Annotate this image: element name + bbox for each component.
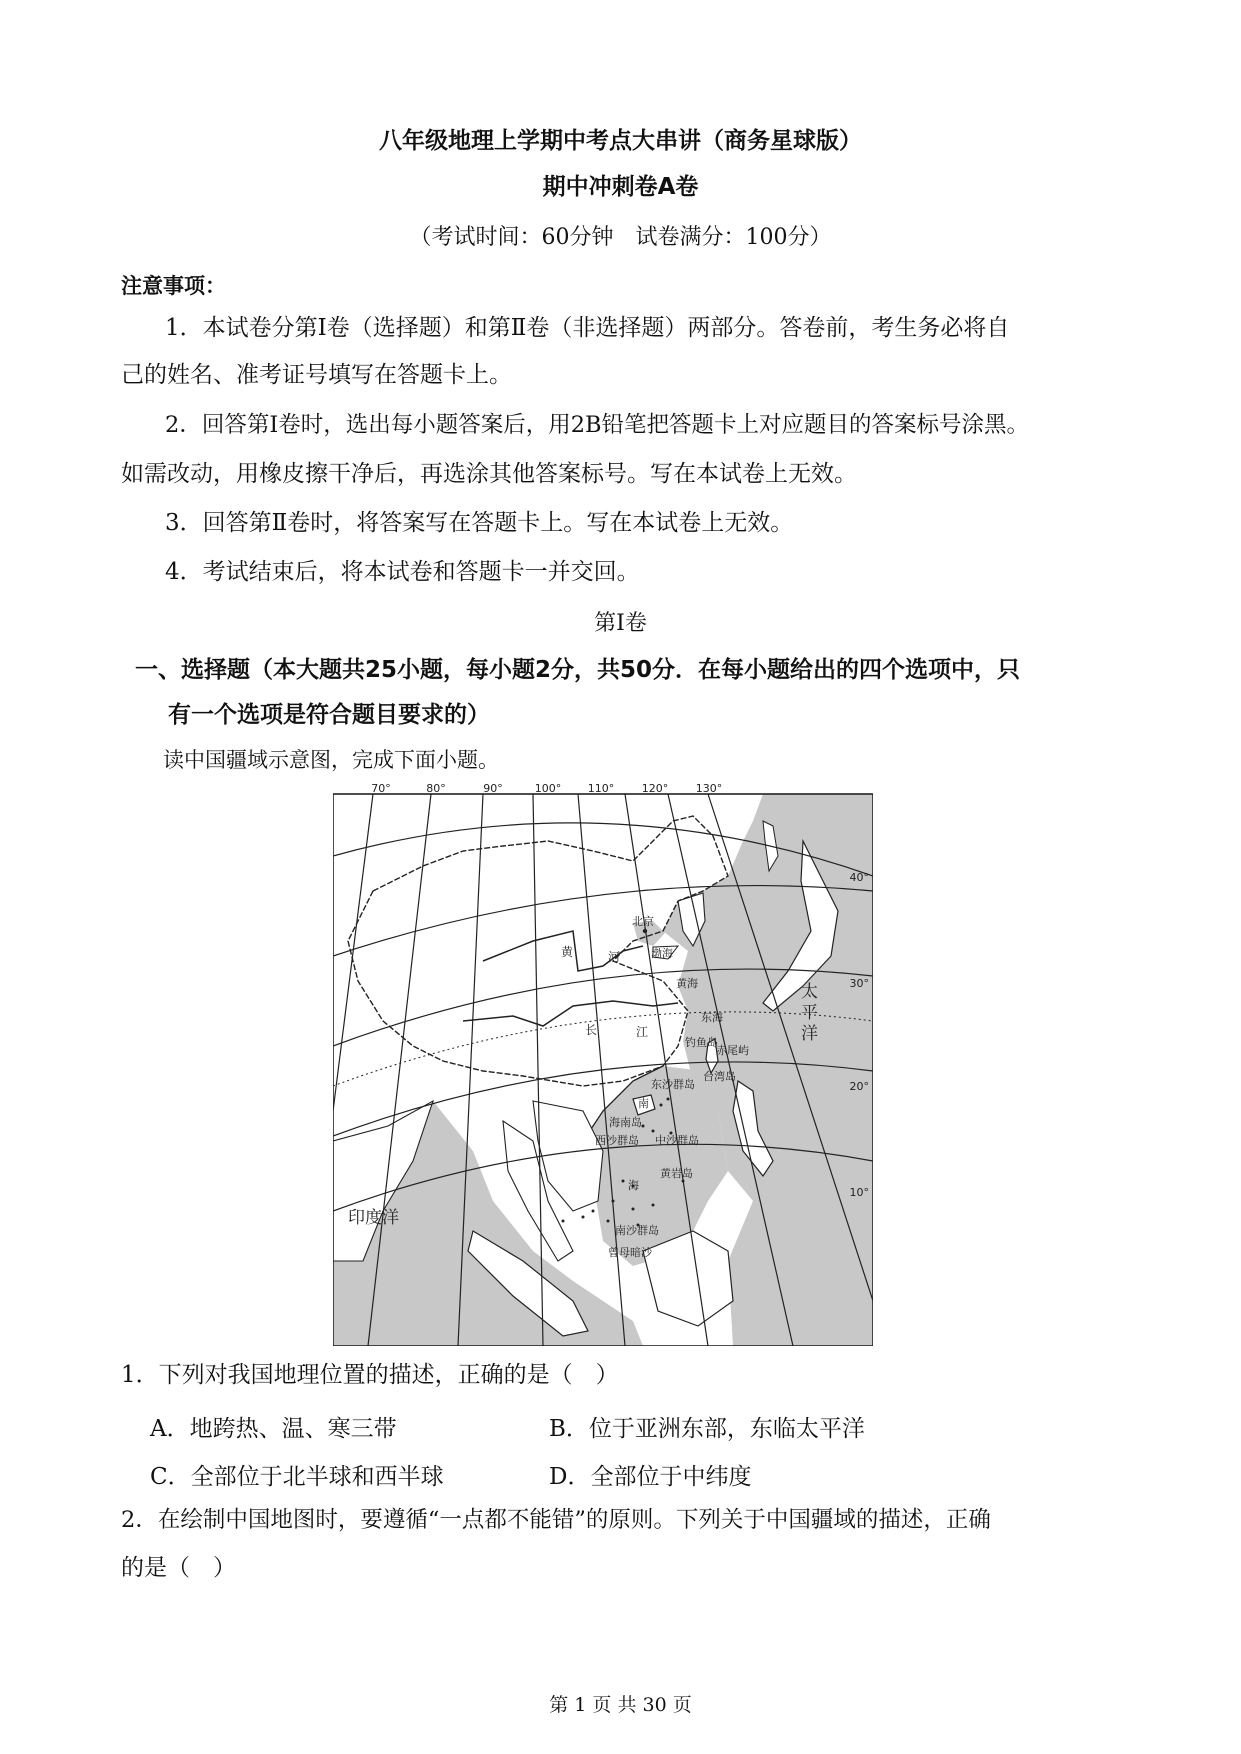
label-taiwandao: 台湾岛 xyxy=(703,1070,736,1083)
exam-info: （考试时间：60分钟 试卷满分：100分） xyxy=(409,225,832,250)
page-title: 八年级地理上学期中考点大串讲（商务星球版） xyxy=(379,128,862,154)
question-1-option-c[interactable]: C．全部位于北半球和西半球 xyxy=(150,1464,444,1490)
label-zhongsha: 中沙群岛 xyxy=(655,1134,699,1147)
label-hainandao: 海南岛 xyxy=(609,1116,642,1129)
question-1-stem: 1．下列对我国地理位置的描述，正确的是（ ） xyxy=(121,1362,619,1388)
question-1-option-b[interactable]: B．位于亚洲东部，东临太平洋 xyxy=(549,1416,865,1442)
label-dongsha: 东沙群岛 xyxy=(651,1078,695,1091)
label-huangyandao: 黄岩岛 xyxy=(660,1167,693,1180)
question-1-option-d[interactable]: D．全部位于中纬度 xyxy=(549,1464,752,1490)
beijing-marker xyxy=(643,929,647,933)
lat-label-20: 20° xyxy=(849,1080,869,1093)
part-title: 第Ⅰ卷 xyxy=(594,611,647,636)
label-beijing: 北京 xyxy=(632,915,654,928)
label-jiang: 江 xyxy=(636,1025,649,1039)
label-chiweiyu: 赤尾屿 xyxy=(716,1044,749,1057)
label-nansha: 南沙群岛 xyxy=(615,1224,659,1237)
notice-line-5: 3．回答第Ⅱ卷时，将答案写在答题卡上。写在本试卷上无效。 xyxy=(165,510,794,536)
lat-label-30: 30° xyxy=(849,977,869,990)
map-intro: 读中国疆域示意图，完成下面小题。 xyxy=(163,748,499,772)
lat-label-40: 40° xyxy=(849,871,869,884)
lon-label-120: 120° xyxy=(641,782,669,795)
notice-line-1: 1．本试卷分第Ⅰ卷（选择题）和第Ⅱ卷（非选择题）两部分。答卷前，考生务必将自 xyxy=(165,315,1010,341)
label-donghai: 东海 xyxy=(701,1011,723,1024)
lon-label-100: 100° xyxy=(534,782,562,795)
label-huanghai: 黄海 xyxy=(676,977,698,990)
question-2-stem: 2．在绘制中国地图时，要遵循“一点都不能错”的原则。下列关于中国疆域的描述，正确 xyxy=(121,1507,991,1533)
lon-label-70: 70° xyxy=(371,782,391,795)
notice-heading: 注意事项： xyxy=(121,274,226,298)
label-pacific-2: 平 xyxy=(801,1003,818,1023)
label-he: 河 xyxy=(608,950,621,964)
notice-line-4: 如需改动，用橡皮擦干净后，再选涂其他答案标号。写在本试卷上无效。 xyxy=(121,461,857,487)
label-hai: 海 xyxy=(628,1179,639,1192)
label-huang: 黄 xyxy=(561,945,574,959)
lon-label-110: 110° xyxy=(587,782,615,795)
lon-label-130: 130° xyxy=(695,782,723,795)
notice-line-6: 4．考试结束后，将本试卷和答题卡一并交回。 xyxy=(165,559,640,585)
label-nan: 南 xyxy=(638,1097,649,1110)
page-subtitle: 期中冲刺卷A卷 xyxy=(542,174,699,200)
label-zengmuansha: 曾母暗沙 xyxy=(608,1246,652,1259)
lon-label-80: 80° xyxy=(426,782,446,795)
notice-line-2: 己的姓名、准考证号填写在答题卡上。 xyxy=(121,362,512,388)
label-pacific-3: 洋 xyxy=(801,1024,818,1044)
label-chang: 长 xyxy=(585,1023,598,1037)
label-xisha: 西沙群岛 xyxy=(595,1134,639,1147)
notice-line-3: 2．回答第Ⅰ卷时，选出每小题答案后，用2B铅笔把答题卡上对应题目的答案标号涂黑。 xyxy=(165,412,1030,438)
question-1-option-a[interactable]: A．地跨热、温、寒三带 xyxy=(150,1416,397,1442)
label-indian-ocean: 印度洋 xyxy=(348,1208,399,1228)
label-bohai: 渤海 xyxy=(651,947,673,960)
china-territory-map xyxy=(333,781,873,1346)
section-heading: 一、选择题（本大题共25小题，每小题2分，共50分．在每小题给出的四个选项中，只 xyxy=(135,657,1021,683)
label-diaoyudao: 钓鱼岛 xyxy=(685,1036,718,1049)
label-pacific-1: 太 xyxy=(801,982,818,1002)
page-footer: 第 1 页 共 30 页 xyxy=(549,1694,692,1716)
section-heading-cont: 有一个选项是符合题目要求的） xyxy=(168,702,490,728)
question-2-stem-cont: 的是（ ） xyxy=(121,1555,236,1581)
lat-label-10: 10° xyxy=(849,1186,869,1199)
lon-label-90: 90° xyxy=(483,782,503,795)
